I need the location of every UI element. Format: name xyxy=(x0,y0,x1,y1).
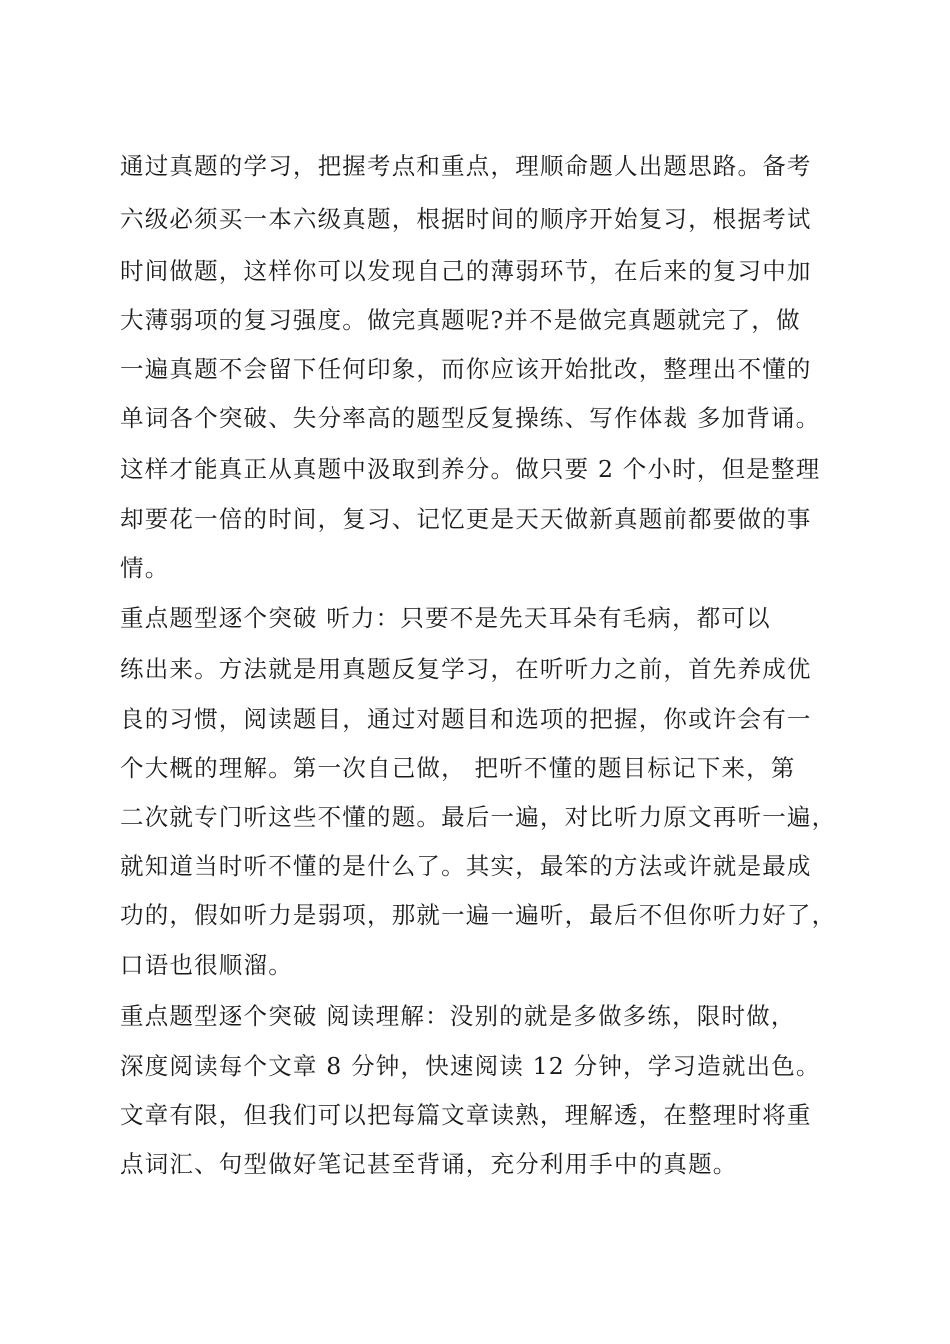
text-line: 一遍真题不会留下任何印象，而你应该开始批改，整理出不懂的 xyxy=(120,355,812,383)
text-line: 二次就专门听这些不懂的题。最后一遍，对比听力原文再听一遍， xyxy=(120,803,837,831)
text-line: 时间做题，这样你可以发现自己的薄弱环节，在后来的复习中加 xyxy=(120,257,812,285)
text-line: 这样才能真正从真题中汲取到养分。做只要 2 个小时，但是整理 xyxy=(120,455,821,483)
text-line: 情。 xyxy=(120,554,170,582)
text-line: 文章有限，但我们可以把每篇文章读熟，理解透，在整理时将重 xyxy=(120,1101,812,1129)
text-line: 重点题型逐个突破 阅读理解：没别的就是多做多练，限时做， xyxy=(120,1002,796,1030)
text-line: 良的习惯，阅读题目，通过对题目和选项的把握，你或许会有一 xyxy=(120,705,812,733)
text-line: 六级必须买一本六级真题，根据时间的顺序开始复习，根据考试 xyxy=(120,205,812,233)
text-line: 就知道当时听不懂的是什么了。其实，最笨的方法或许就是最成 xyxy=(120,852,812,880)
text-line: 深度阅读每个文章 8 分钟，快速阅读 12 分钟，学习造就出色。 xyxy=(120,1052,821,1080)
text-line: 重点题型逐个突破 听力：只要不是先天耳朵有毛病，都可以 xyxy=(120,604,771,632)
text-line: 练出来。方法就是用真题反复学习，在听听力之前，首先养成优 xyxy=(120,655,812,683)
text-line: 单词各个突破、失分率高的题型反复操练、写作体裁 多加背诵。 xyxy=(120,404,821,432)
text-line: 却要花一倍的时间，复习、记忆更是天天做新真题前都要做的事 xyxy=(120,505,812,533)
text-line: 功的，假如听力是弱项，那就一遍一遍听，最后不但你听力好了， xyxy=(120,901,837,929)
text-line: 口语也很顺溜。 xyxy=(120,951,293,979)
text-line: 个大概的理解。第一次自己做， 把听不懂的题目标记下来，第 xyxy=(120,754,796,782)
text-line: 点词汇、句型做好笔记甚至背诵，充分利用手中的真题。 xyxy=(120,1150,738,1178)
text-line: 大薄弱项的复习强度。做完真题呢?并不是做完真题就完了，做 xyxy=(120,306,801,334)
text-line: 通过真题的学习，把握考点和重点，理顺命题人出题思路。备考 xyxy=(120,152,812,180)
